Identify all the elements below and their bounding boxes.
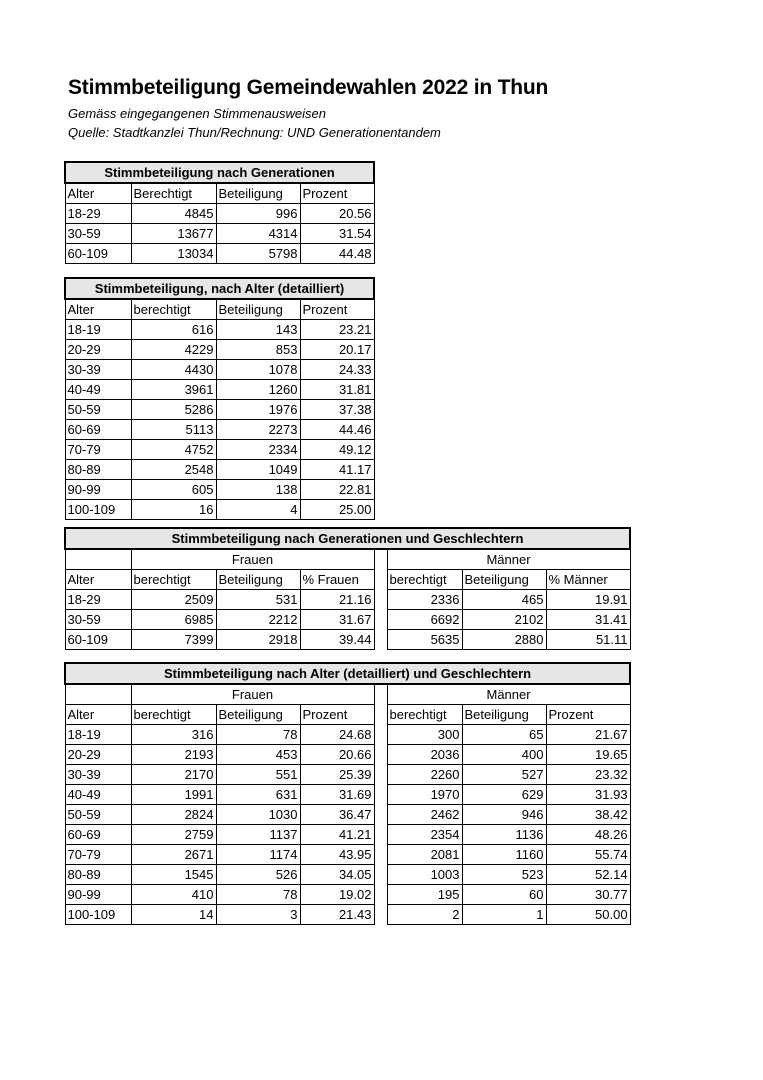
table-row — [65, 360, 374, 380]
value-cell: 41.17 — [300, 460, 374, 480]
value-cell: 4314 — [216, 224, 300, 244]
table-row — [65, 224, 374, 244]
table-age-gender — [64, 662, 631, 925]
table-row — [65, 725, 630, 745]
age-cell: 18-19 — [65, 320, 131, 340]
value-cell: 30.77 — [546, 885, 630, 905]
age-cell: 30-59 — [65, 224, 131, 244]
value-cell: 400 — [462, 745, 546, 765]
value-cell: 1003 — [387, 865, 462, 885]
value-cell: 44.46 — [300, 420, 374, 440]
value-cell: 1260 — [216, 380, 300, 400]
column-header: % Männer — [546, 570, 630, 590]
value-cell: 605 — [131, 480, 216, 500]
value-cell: 616 — [131, 320, 216, 340]
value-cell: 20.17 — [300, 340, 374, 360]
column-header: berechtigt — [131, 570, 216, 590]
age-cell: 30-39 — [65, 360, 131, 380]
column-header: Alter — [65, 570, 131, 590]
value-cell: 523 — [462, 865, 546, 885]
value-cell: 527 — [462, 765, 546, 785]
value-cell: 2918 — [216, 630, 300, 650]
column-header: Beteiligung — [216, 299, 300, 320]
group-header-row — [65, 549, 630, 570]
age-cell: 100-109 — [65, 905, 131, 925]
gap-cell — [374, 865, 387, 885]
column-header: berechtigt — [131, 705, 216, 725]
value-cell: 2548 — [131, 460, 216, 480]
value-cell: 6692 — [387, 610, 462, 630]
value-cell: 13034 — [131, 244, 216, 264]
value-cell: 1174 — [216, 845, 300, 865]
age-cell: 40-49 — [65, 380, 131, 400]
value-cell: 5798 — [216, 244, 300, 264]
table-row — [65, 460, 374, 480]
value-cell: 13677 — [131, 224, 216, 244]
value-cell: 996 — [216, 204, 300, 224]
value-cell: 1545 — [131, 865, 216, 885]
value-cell: 1976 — [216, 400, 300, 420]
value-cell: 16 — [131, 500, 216, 520]
table-row — [65, 805, 630, 825]
gap-cell — [374, 765, 387, 785]
group-men: Männer — [387, 549, 630, 570]
value-cell: 2336 — [387, 590, 462, 610]
value-cell: 2036 — [387, 745, 462, 765]
table-row — [65, 320, 374, 340]
value-cell: 4752 — [131, 440, 216, 460]
age-cell: 100-109 — [65, 500, 131, 520]
gap-cell — [374, 905, 387, 925]
empty-cell — [65, 549, 131, 570]
table-title: Stimmbeteiligung, nach Alter (detailliert) — [65, 278, 374, 299]
table-row — [65, 204, 374, 224]
value-cell: 44.48 — [300, 244, 374, 264]
value-cell: 2880 — [462, 630, 546, 650]
value-cell: 1049 — [216, 460, 300, 480]
value-cell: 453 — [216, 745, 300, 765]
value-cell: 55.74 — [546, 845, 630, 865]
value-cell: 946 — [462, 805, 546, 825]
value-cell: 60 — [462, 885, 546, 905]
value-cell: 1991 — [131, 785, 216, 805]
value-cell: 1078 — [216, 360, 300, 380]
empty-cell — [65, 684, 131, 705]
column-header: Beteiligung — [216, 705, 300, 725]
gap-cell — [374, 725, 387, 745]
value-cell: 2759 — [131, 825, 216, 845]
age-cell: 60-109 — [65, 630, 131, 650]
value-cell: 51.11 — [546, 630, 630, 650]
value-cell: 36.47 — [300, 805, 374, 825]
value-cell: 3 — [216, 905, 300, 925]
value-cell: 465 — [462, 590, 546, 610]
gap-cell — [374, 845, 387, 865]
table-row — [65, 480, 374, 500]
column-header: Prozent — [300, 183, 374, 204]
value-cell: 25.00 — [300, 500, 374, 520]
column-header: berechtigt — [387, 705, 462, 725]
gap-cell — [374, 610, 387, 630]
gap-cell — [374, 630, 387, 650]
group-women: Frauen — [131, 684, 374, 705]
gap-cell — [374, 570, 387, 590]
header-row — [65, 183, 374, 204]
value-cell: 1137 — [216, 825, 300, 845]
value-cell: 300 — [387, 725, 462, 745]
table-title: Stimmbeteiligung nach Generationen — [65, 162, 374, 183]
gap-cell — [374, 785, 387, 805]
value-cell: 19.91 — [546, 590, 630, 610]
value-cell: 31.93 — [546, 785, 630, 805]
column-header: Berechtigt — [131, 183, 216, 204]
table-row — [65, 500, 374, 520]
value-cell: 4 — [216, 500, 300, 520]
value-cell: 14 — [131, 905, 216, 925]
value-cell: 52.14 — [546, 865, 630, 885]
value-cell: 31.54 — [300, 224, 374, 244]
age-cell: 18-29 — [65, 590, 131, 610]
gap-cell — [374, 705, 387, 725]
value-cell: 2273 — [216, 420, 300, 440]
gap-cell — [374, 590, 387, 610]
table-row — [65, 785, 630, 805]
value-cell: 78 — [216, 885, 300, 905]
value-cell: 1970 — [387, 785, 462, 805]
value-cell: 5113 — [131, 420, 216, 440]
value-cell: 22.81 — [300, 480, 374, 500]
value-cell: 2 — [387, 905, 462, 925]
age-cell: 70-79 — [65, 845, 131, 865]
value-cell: 31.67 — [300, 610, 374, 630]
column-header: Alter — [65, 299, 131, 320]
group-women: Frauen — [131, 549, 374, 570]
value-cell: 37.38 — [300, 400, 374, 420]
value-cell: 2509 — [131, 590, 216, 610]
value-cell: 65 — [462, 725, 546, 745]
column-header: Prozent — [300, 705, 374, 725]
value-cell: 48.26 — [546, 825, 630, 845]
table-title: Stimmbeteiligung nach Alter (detailliert) und Geschlechtern — [65, 663, 630, 684]
gap-cell — [374, 805, 387, 825]
header-row — [65, 299, 374, 320]
document-source: Quelle: Stadtkanzlei Thun/Rechnung: UND Generationentandem — [68, 125, 441, 140]
table-row — [65, 845, 630, 865]
table-row — [65, 380, 374, 400]
value-cell: 1160 — [462, 845, 546, 865]
value-cell: 25.39 — [300, 765, 374, 785]
column-header: Prozent — [300, 299, 374, 320]
value-cell: 39.44 — [300, 630, 374, 650]
age-cell: 80-89 — [65, 865, 131, 885]
value-cell: 23.32 — [546, 765, 630, 785]
value-cell: 2081 — [387, 845, 462, 865]
value-cell: 5286 — [131, 400, 216, 420]
table-age-detailed — [64, 277, 375, 520]
age-cell: 18-19 — [65, 725, 131, 745]
column-header: Alter — [65, 183, 131, 204]
age-cell: 80-89 — [65, 460, 131, 480]
value-cell: 2193 — [131, 745, 216, 765]
value-cell: 49.12 — [300, 440, 374, 460]
age-cell: 30-59 — [65, 610, 131, 630]
value-cell: 2170 — [131, 765, 216, 785]
column-header: berechtigt — [131, 299, 216, 320]
value-cell: 2260 — [387, 765, 462, 785]
age-cell: 90-99 — [65, 480, 131, 500]
age-cell: 60-109 — [65, 244, 131, 264]
value-cell: 195 — [387, 885, 462, 905]
value-cell: 50.00 — [546, 905, 630, 925]
table-generations — [64, 161, 375, 264]
column-header: Beteiligung — [216, 570, 300, 590]
value-cell: 24.33 — [300, 360, 374, 380]
age-cell: 18-29 — [65, 204, 131, 224]
age-cell: 60-69 — [65, 420, 131, 440]
value-cell: 138 — [216, 480, 300, 500]
table-row — [65, 244, 374, 264]
header-row — [65, 570, 630, 590]
value-cell: 4845 — [131, 204, 216, 224]
value-cell: 19.65 — [546, 745, 630, 765]
header-row — [65, 705, 630, 725]
table-row — [65, 440, 374, 460]
age-cell: 20-29 — [65, 340, 131, 360]
document-subtitle: Gemäss eingegangenen Stimmenausweisen — [68, 106, 326, 121]
age-cell: 90-99 — [65, 885, 131, 905]
value-cell: 2462 — [387, 805, 462, 825]
value-cell: 853 — [216, 340, 300, 360]
age-cell: 60-69 — [65, 825, 131, 845]
value-cell: 24.68 — [300, 725, 374, 745]
gap-cell — [374, 825, 387, 845]
table-row — [65, 825, 630, 845]
value-cell: 526 — [216, 865, 300, 885]
age-cell: 20-29 — [65, 745, 131, 765]
group-header-row — [65, 684, 630, 705]
age-cell: 70-79 — [65, 440, 131, 460]
column-header: Beteiligung — [462, 570, 546, 590]
gap-cell — [374, 684, 387, 705]
value-cell: 20.66 — [300, 745, 374, 765]
value-cell: 78 — [216, 725, 300, 745]
value-cell: 7399 — [131, 630, 216, 650]
table-row — [65, 765, 630, 785]
value-cell: 31.41 — [546, 610, 630, 630]
group-men: Männer — [387, 684, 630, 705]
value-cell: 21.67 — [546, 725, 630, 745]
value-cell: 2671 — [131, 845, 216, 865]
value-cell: 629 — [462, 785, 546, 805]
column-header: berechtigt — [387, 570, 462, 590]
value-cell: 4229 — [131, 340, 216, 360]
value-cell: 2102 — [462, 610, 546, 630]
value-cell: 23.21 — [300, 320, 374, 340]
column-header: Beteiligung — [216, 183, 300, 204]
table-row — [65, 905, 630, 925]
document-title: Stimmbeteiligung Gemeindewahlen 2022 in Thun — [68, 76, 549, 99]
column-header: Prozent — [546, 705, 630, 725]
value-cell: 2334 — [216, 440, 300, 460]
value-cell: 1 — [462, 905, 546, 925]
value-cell: 20.56 — [300, 204, 374, 224]
value-cell: 2354 — [387, 825, 462, 845]
column-header: % Frauen — [300, 570, 374, 590]
table-row — [65, 865, 630, 885]
age-cell: 50-59 — [65, 805, 131, 825]
value-cell: 3961 — [131, 380, 216, 400]
value-cell: 31.81 — [300, 380, 374, 400]
table-row — [65, 610, 630, 630]
table-row — [65, 340, 374, 360]
table-row — [65, 630, 630, 650]
gap-cell — [374, 885, 387, 905]
age-cell: 50-59 — [65, 400, 131, 420]
value-cell: 1030 — [216, 805, 300, 825]
value-cell: 38.42 — [546, 805, 630, 825]
value-cell: 631 — [216, 785, 300, 805]
column-header: Alter — [65, 705, 131, 725]
value-cell: 43.95 — [300, 845, 374, 865]
table-row — [65, 885, 630, 905]
value-cell: 551 — [216, 765, 300, 785]
table-row — [65, 590, 630, 610]
value-cell: 316 — [131, 725, 216, 745]
value-cell: 410 — [131, 885, 216, 905]
value-cell: 143 — [216, 320, 300, 340]
table-row — [65, 400, 374, 420]
value-cell: 41.21 — [300, 825, 374, 845]
value-cell: 31.69 — [300, 785, 374, 805]
gap-cell — [374, 549, 387, 570]
age-cell: 30-39 — [65, 765, 131, 785]
value-cell: 6985 — [131, 610, 216, 630]
value-cell: 4430 — [131, 360, 216, 380]
value-cell: 5635 — [387, 630, 462, 650]
gap-cell — [374, 745, 387, 765]
value-cell: 21.43 — [300, 905, 374, 925]
column-header: Beteiligung — [462, 705, 546, 725]
table-row — [65, 745, 630, 765]
value-cell: 2824 — [131, 805, 216, 825]
age-cell: 40-49 — [65, 785, 131, 805]
value-cell: 531 — [216, 590, 300, 610]
table-generations-gender — [64, 527, 631, 650]
value-cell: 1136 — [462, 825, 546, 845]
value-cell: 21.16 — [300, 590, 374, 610]
table-title: Stimmbeteiligung nach Generationen und Geschlechtern — [65, 528, 630, 549]
table-row — [65, 420, 374, 440]
value-cell: 34.05 — [300, 865, 374, 885]
value-cell: 19.02 — [300, 885, 374, 905]
value-cell: 2212 — [216, 610, 300, 630]
